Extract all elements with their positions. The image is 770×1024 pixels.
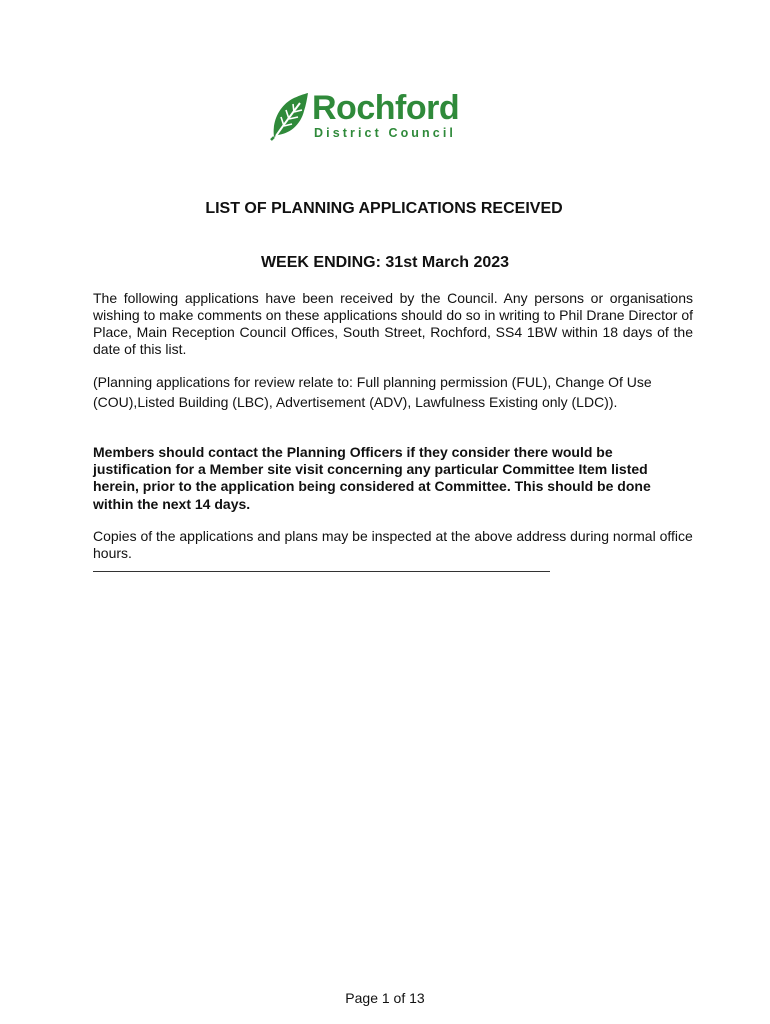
copies-note-paragraph: Copies of the applications and plans may be inspected at the above address during normal office hours.: [93, 528, 693, 561]
week-ending-heading: WEEK ENDING: 31st March 2023: [260, 254, 510, 271]
page-number: Page 1 of 13: [345, 990, 425, 1006]
logo-name: Rochford: [312, 89, 460, 127]
members-note-paragraph: Members should contact the Planning Officers if they consider there would be justification for a Member site visit concerning any particular Committee Item listed herein, prior to the application being considered at Committee. This should be done within the next 14 days.: [93, 444, 651, 512]
intro-paragraph: The following applications have been received by the Council. Any persons or organisations wishing to make comments on these applications should do so in writing to Phil Drane Director of Place, Main Reception Council Offices, South Street, Rochford, SS4 1BW within 18 days of the date of this list.: [93, 290, 693, 357]
logo-subtitle: District Council: [314, 126, 456, 140]
council-logo: [270, 89, 490, 143]
section-divider: [93, 571, 550, 572]
review-note-paragraph: (Planning applications for review relate to: Full planning permission (FUL), Change Of Use (COU),Listed Building (LBC), Advertisement (ADV), Lawfulness Existing only (LDC)).: [93, 374, 652, 410]
document-title: LIST OF PLANNING APPLICATIONS RECEIVED: [205, 200, 563, 217]
leaf-icon: [270, 93, 314, 141]
